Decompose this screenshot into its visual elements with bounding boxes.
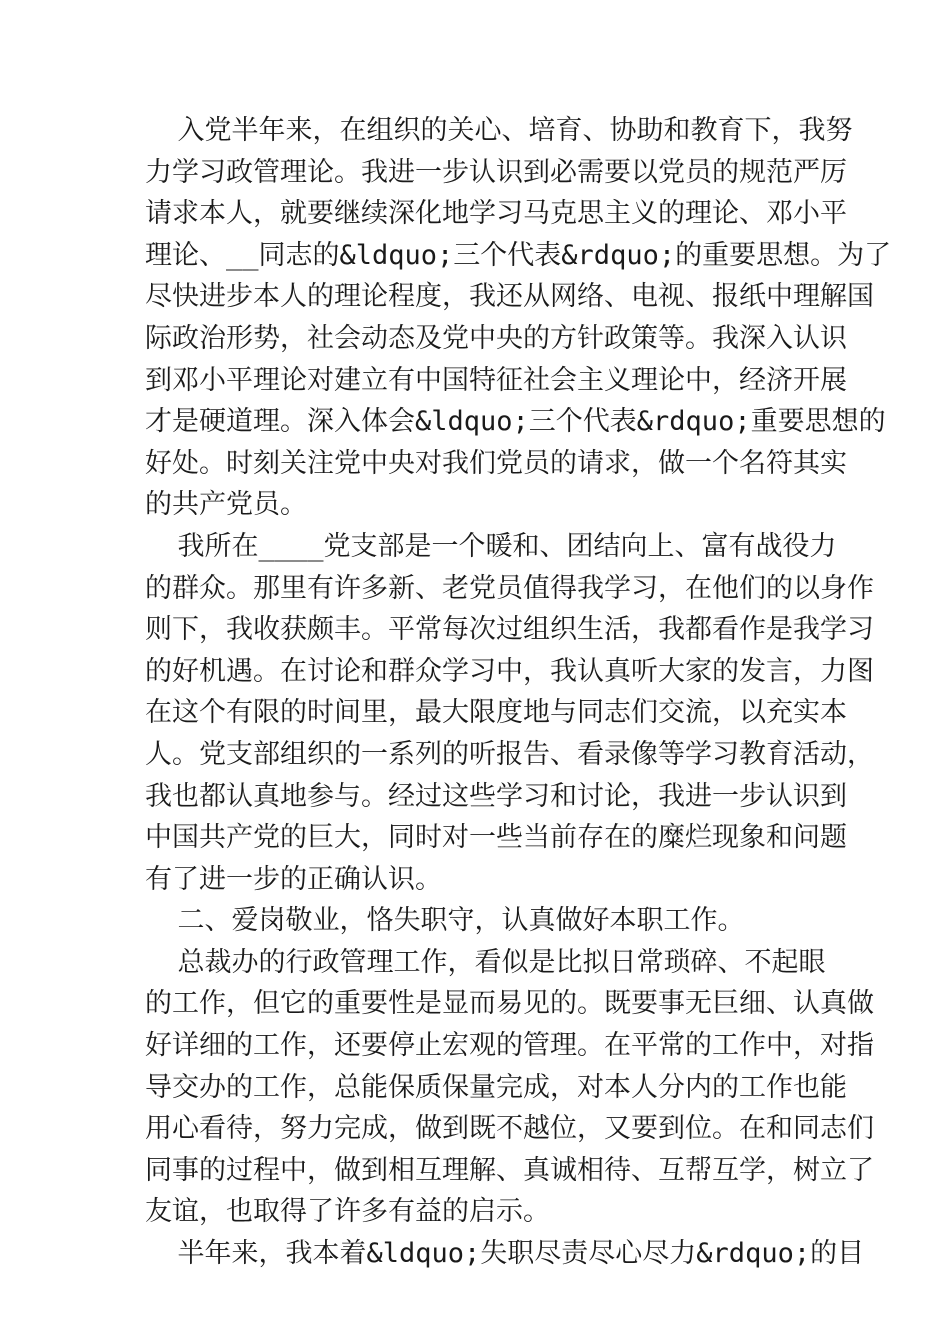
text-line: 导交办的工作，总能保质保量完成，对本人分内的工作也能 xyxy=(145,1071,847,1103)
text-line: 入党半年来，在组织的关心、培育、协助和教育下，我努 xyxy=(145,115,853,146)
text-line: 的工作，但它的重要性是显而易见的。既要事无巨细、认真做 xyxy=(145,988,874,1020)
text-line: 到邓小平理论对建立有中国特征社会主义理论中，经济开展 xyxy=(145,364,847,396)
text-line: 则下，我收获颇丰。平常每次过组织生活，我都看作是我学习 xyxy=(145,614,874,646)
text-line: 的群众。那里有许多新、老党员值得我学习，在他们的以身作 xyxy=(145,572,874,604)
text-line: 好详细的工作，还要停止宏观的管理。在平常的工作中，对指 xyxy=(145,1030,874,1062)
text-line: 半年来，我本着&ldquo;失职尽责尽心尽力&rdquo;的目 xyxy=(145,1238,865,1270)
text-line: 才是硬道理。深入体会&ldquo;三个代表&rdquo;重要思想的 xyxy=(145,406,886,438)
text-line: 我也都认真地参与。经过这些学习和讨论，我进一步认识到 xyxy=(145,780,847,812)
text-line: 理论、__同志的&ldquo;三个代表&rdquo;的重要思想。为了 xyxy=(145,239,892,271)
document-body xyxy=(145,110,892,1275)
text-line: 总裁办的行政管理工作，看似是比拟日常琐碎、不起眼 xyxy=(145,946,826,978)
text-line: 尽快进步本人的理论程度，我还从网络、电视、报纸中理解国 xyxy=(145,281,874,313)
text-line: 力学习政管理论。我进一步认识到必需要以党员的规范严厉 xyxy=(145,156,847,188)
text-line: 中国共产党的巨大，同时对一些当前存在的糜烂现象和问题 xyxy=(145,822,847,854)
text-line: 好处。时刻关注党中央对我们党员的请求，做一个名符其实 xyxy=(145,447,847,479)
text-line: 人。党支部组织的一系列的听报告、看录像等学习教育活动， xyxy=(145,738,874,770)
text-line: 在这个有限的时间里，最大限度地与同志们交流，以充实本 xyxy=(145,697,847,729)
text-line: 同事的过程中，做到相互理解、真诚相待、互帮互学，树立了 xyxy=(145,1154,874,1186)
text-line: 友谊，也取得了许多有益的启示。 xyxy=(145,1196,550,1228)
text-line: 二、爱岗敬业，恪失职守，认真做好本职工作。 xyxy=(145,905,745,937)
text-line: 用心看待，努力完成，做到既不越位，又要到位。在和同志们 xyxy=(145,1113,874,1145)
text-line: 的共产党员。 xyxy=(145,489,307,521)
text-line: 际政治形势，社会动态及党中央的方针政策等。我深入认识 xyxy=(145,322,847,354)
text-line: 的好机遇。在讨论和群众学习中，我认真听大家的发言，力图 xyxy=(145,655,874,687)
text-line: 有了进一步的正确认识。 xyxy=(145,863,442,895)
text-line: 请求本人，就要继续深化地学习马克思主义的理论、邓小平 xyxy=(145,198,847,230)
text-line: 我所在____党支部是一个暖和、团结向上、富有战役力 xyxy=(145,530,837,562)
